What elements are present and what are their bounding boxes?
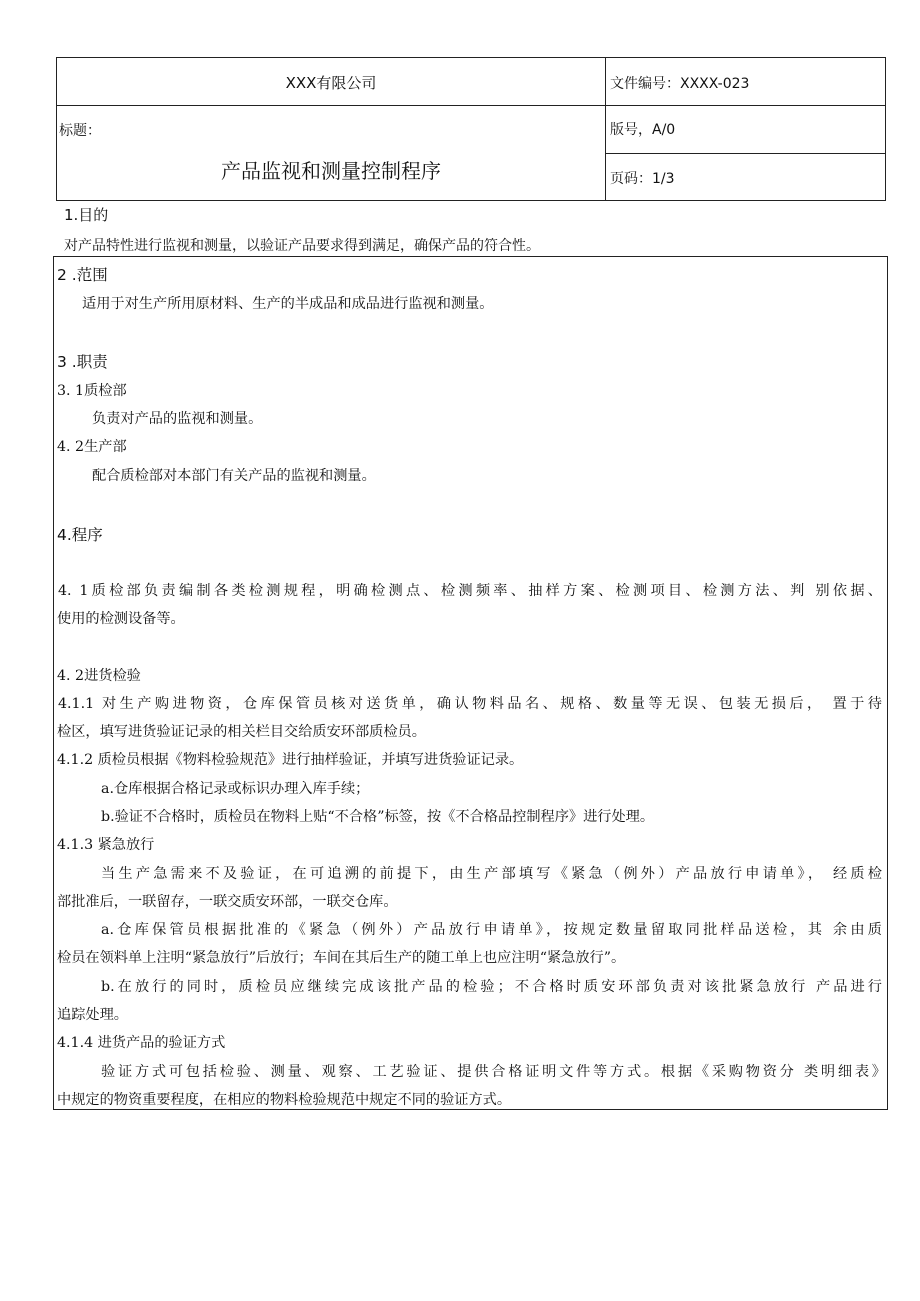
procedure-paragraph: 部批准后，一联留存，一联交质安环部，一联交仓库。 [57,894,398,910]
section-heading-responsibility: 3 .职责 [57,353,108,371]
page-number: 页码：1/3 [610,171,675,187]
procedure-item: b.验证不合格时，质检员在物料上贴“不合格”标签，按《不合格品控制程序》进行处理。 [101,809,655,825]
title-label: 标题： [59,123,101,139]
procedure-paragraph: 4.1.1 对生产购进物资，仓库保管员核对送货单，确认物料品名、规格、数量等无误、包装无损后， 置于待 [58,696,882,712]
responsibility-text: 配合质检部对本部门有关产品的监视和测量。 [92,468,376,484]
document-header-table [56,57,886,201]
header-divider [605,153,885,154]
section-heading-scope: 2 .范围 [57,266,108,284]
procedure-item: 检员在领料单上注明“紧急放行”后放行；车间在其后生产的随工单上也应注明“紧急放行”。 [57,950,626,966]
content-box [53,256,888,1110]
version-number: 版号，A/0 [610,122,676,138]
section-heading-purpose: 1.目的 [64,206,109,224]
section-heading-procedure: 4.程序 [57,526,103,544]
responsibility-text: 负责对产品的监视和测量。 [92,411,263,427]
subsection-title: 4. 2进货检验 [57,668,141,684]
header-divider [605,58,606,200]
procedure-item: a.仓库保管员根据批准的《紧急（例外）产品放行申请单》，按规定数量留取同批样品送检，其 余由质 [101,922,882,938]
procedure-paragraph: 当生产急需来不及验证，在可追溯的前提下，由生产部填写《紧急（例外）产品放行申请单》， 经质检 [101,866,882,882]
responsibility-item: 4. 2生产部 [57,439,127,455]
procedure-paragraph: 4. 1质检部负责编制各类检测规程，明确检测点、检测频率、抽样方案、检测项目、检测方法、判 别依据、 [58,583,882,599]
subsection-title: 4.1.4 进货产品的验证方式 [57,1035,226,1051]
procedure-item: 追踪处理。 [57,1007,128,1023]
company-name: XXX有限公司 [285,74,377,92]
procedure-paragraph: 中规定的物资重要程度，在相应的物料检验规范中规定不同的验证方式。 [57,1092,512,1108]
procedure-paragraph: 验证方式可包括检验、测量、观察、工艺验证、提供合格证明文件等方式。根据《采购物资分 类明细表》 [101,1064,886,1080]
procedure-paragraph: 使用的检测设备等。 [57,611,185,627]
procedure-item: a.仓库根据合格记录或标识办理入库手续； [101,781,370,797]
subsection-title: 4.1.3 紧急放行 [57,837,155,853]
document-title: 产品监视和测量控制程序 [221,159,441,183]
header-divider [57,105,885,106]
procedure-item: b.在放行的同时，质检员应继续完成该批产品的检验；不合格时质安环部负责对该批紧急放行 产品进行 [101,979,882,995]
purpose-text: 对产品特性进行监视和测量，以验证产品要求得到满足，确保产品的符合性。 [64,238,540,254]
responsibility-item: 3. 1质检部 [57,383,127,399]
procedure-paragraph: 4.1.2 质检员根据《物料检验规范》进行抽样验证，并填写进货验证记录。 [57,752,524,768]
procedure-paragraph: 检区，填写进货验证记录的相关栏目交给质安环部质检员。 [57,724,426,740]
scope-text: 适用于对生产所用原材料、生产的半成品和成品进行监视和测量。 [82,296,494,312]
document-number: 文件编号：XXXX-023 [610,76,750,92]
